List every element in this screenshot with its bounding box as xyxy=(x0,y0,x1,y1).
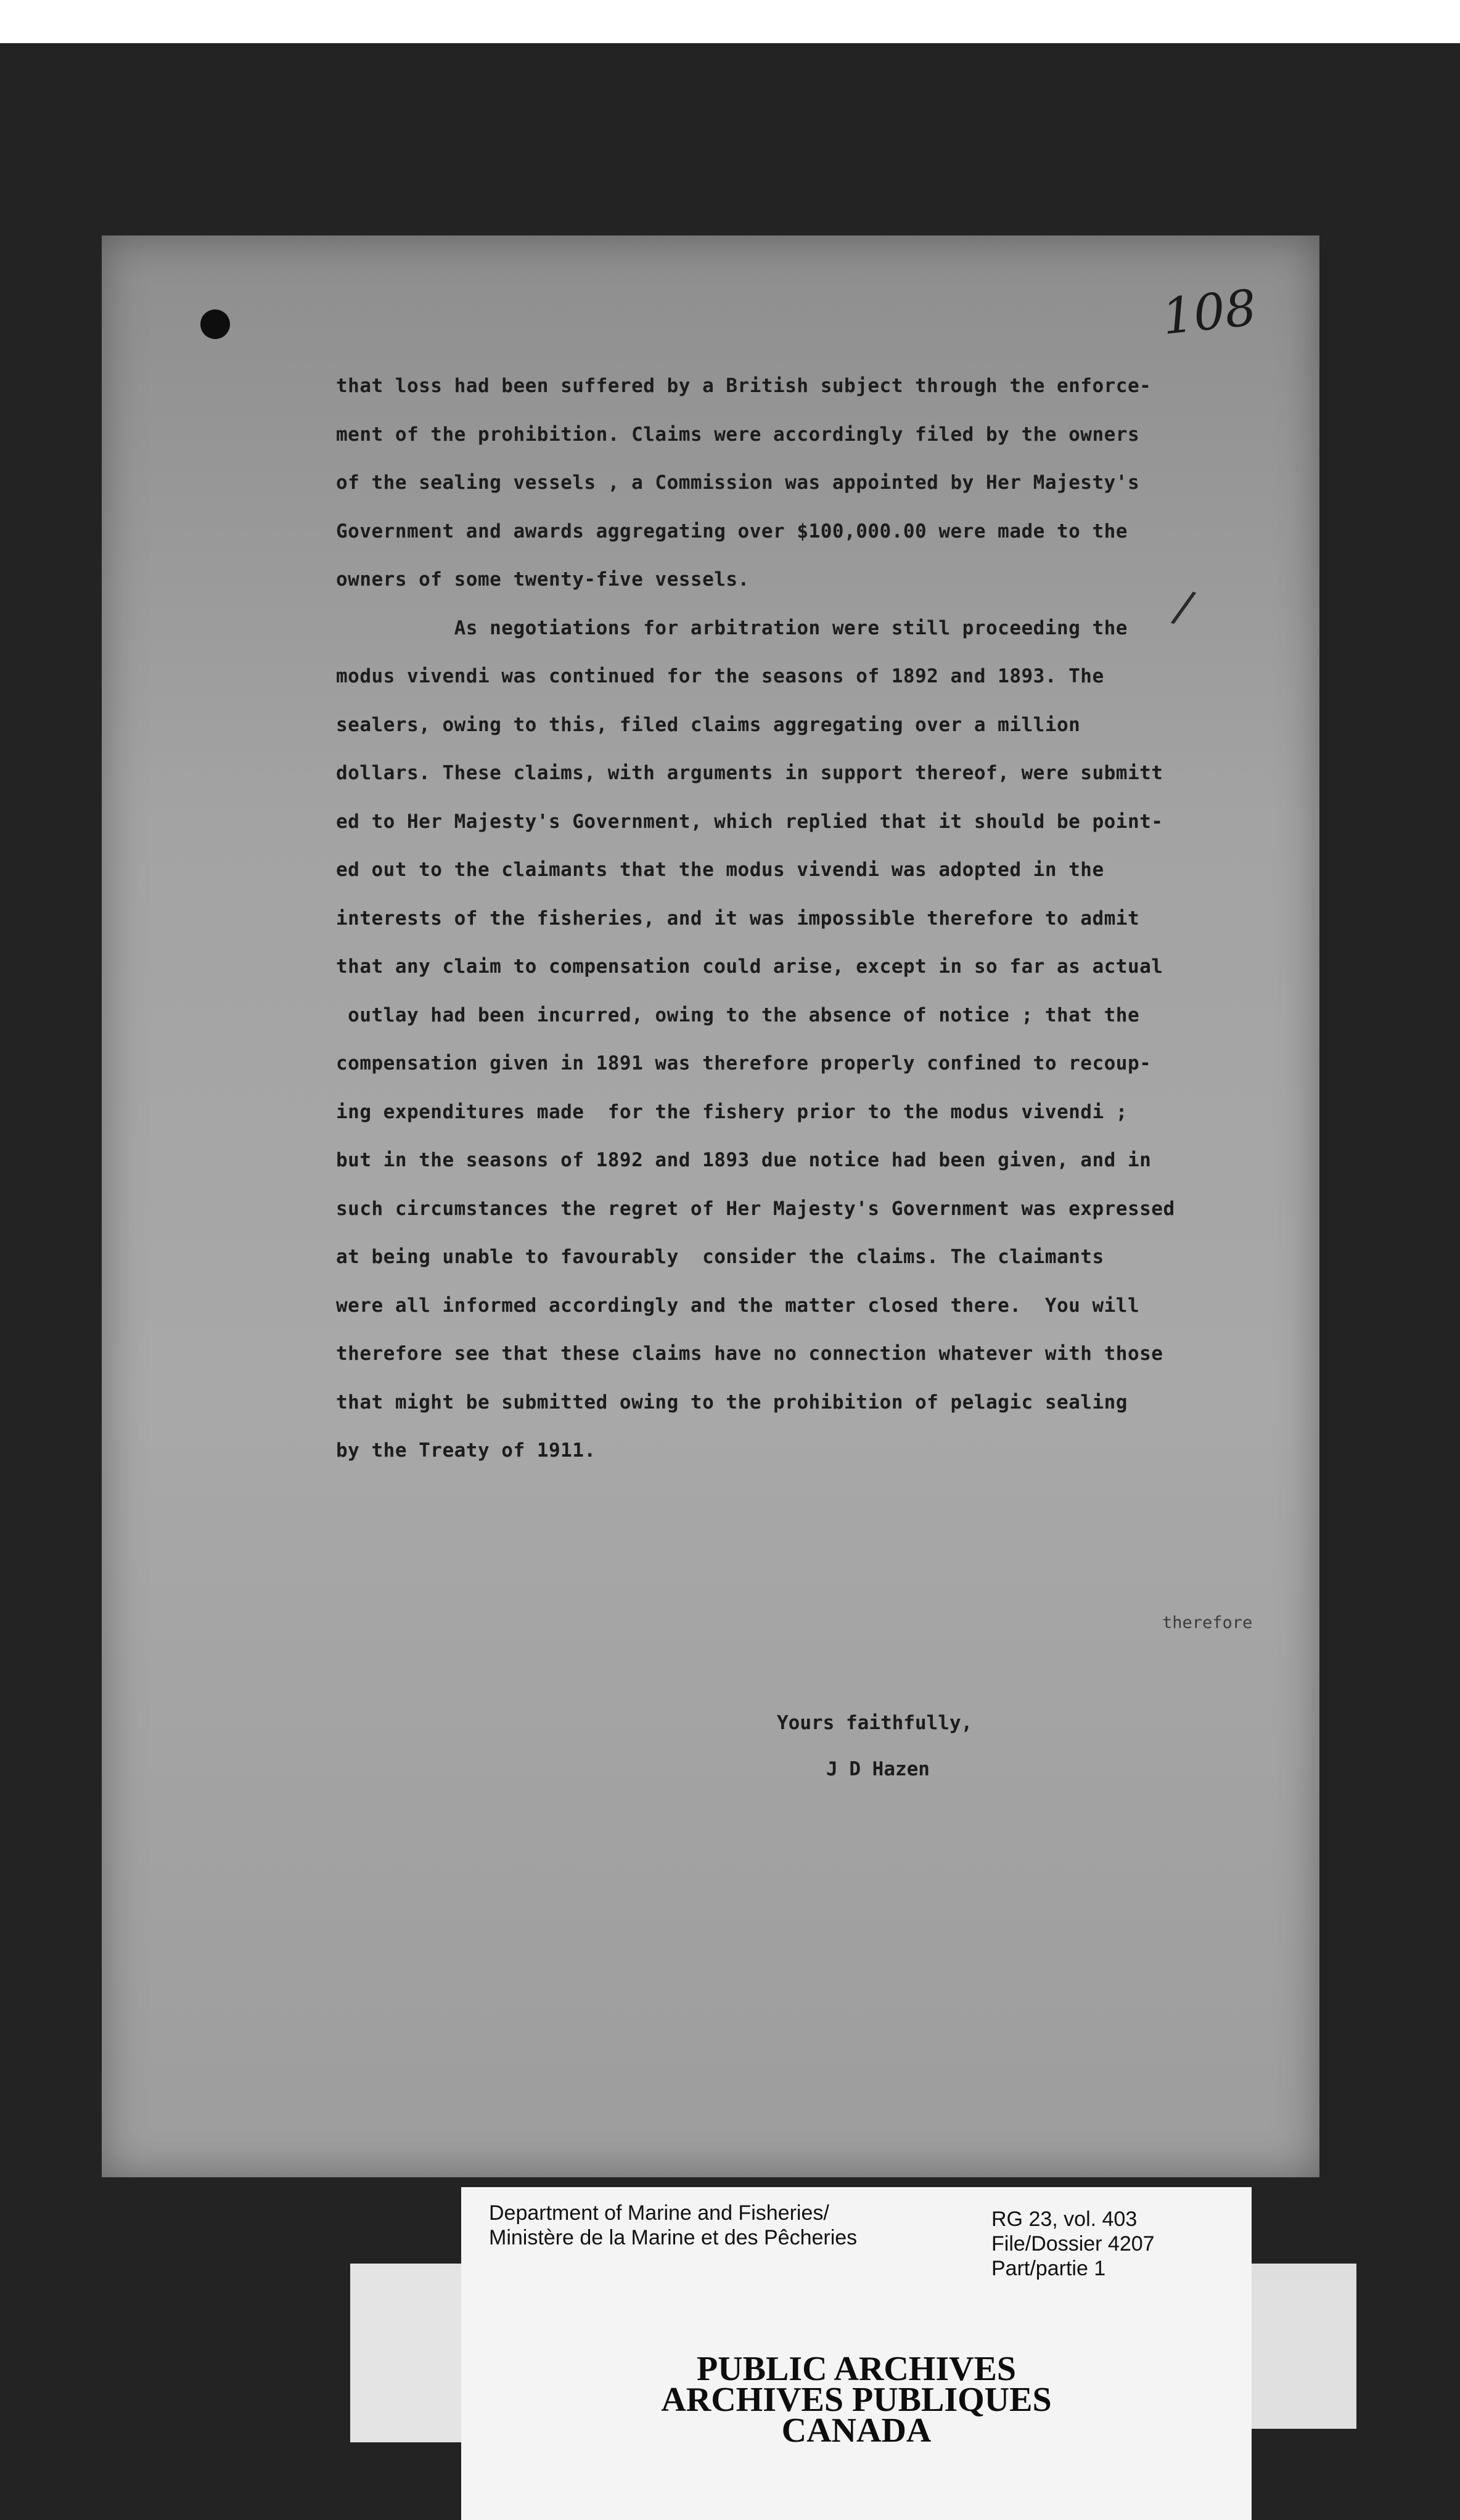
body-line: ing expenditures made for the fishery prior to the modus vivendi ; xyxy=(336,1100,1128,1123)
body-line: that any claim to compensation could arise, except in so far as actual xyxy=(336,955,1163,978)
body-line: modus vivendi was continued for the seasons of 1892 and 1893. The xyxy=(336,665,1104,687)
department-line-en: Department of Marine and Fisheries/ xyxy=(489,2201,829,2225)
body-line: compensation given in 1891 was therefore properly confined to recoup- xyxy=(336,1052,1152,1074)
stamp-line: CANADA xyxy=(781,2412,932,2450)
body-line: sealers, owing to this, filed claims aggregating over a million xyxy=(336,713,1081,736)
reference-volume: RG 23, vol. 403 xyxy=(991,2207,1138,2231)
stamp-line: PUBLIC ARCHIVES xyxy=(696,2350,1017,2388)
body-line: As negotiations for arbitration were still proceeding the xyxy=(336,616,1128,639)
punch-hole xyxy=(200,309,230,339)
letter-body xyxy=(336,362,1335,1475)
body-line: that might be submitted owing to the prohibition of pelagic sealing xyxy=(336,1391,1128,1413)
body-line: that loss had been suffered by a British subject through the enforce- xyxy=(336,375,1152,397)
page-number: 108 xyxy=(1159,279,1260,346)
body-line: interests of the fisheries, and it was impossible therefore to admit xyxy=(336,907,1140,930)
body-line: but in the seasons of 1892 and 1893 due notice had been given, and in xyxy=(336,1149,1152,1171)
body-line: Government and awards aggregating over $100,000.00 were made to the xyxy=(336,520,1128,542)
body-line: at being unable to favourably consider the claims. The claimants xyxy=(336,1246,1104,1268)
reference-file: File/Dossier 4207 xyxy=(991,2232,1155,2256)
body-line: outlay had been incurred, owing to the absence of notice ; that the xyxy=(336,1004,1140,1026)
archive-label xyxy=(461,2187,1252,2520)
body-line: therefore see that these claims have no connection whatever with those xyxy=(336,1343,1163,1365)
body-line: dollars. These claims, with arguments in support thereof, were submitt xyxy=(336,762,1163,784)
check-mark: / xyxy=(1168,579,1199,634)
department-name xyxy=(489,2201,958,2250)
top-margin xyxy=(0,0,1460,43)
overwrite-word: therefore xyxy=(1162,1613,1253,1632)
label-left-tab xyxy=(350,2264,461,2442)
body-line: ed to Her Majesty's Government, which replied that it should be point- xyxy=(336,810,1163,833)
body-line: such circumstances the regret of Her Majesty's Government was expressed xyxy=(336,1197,1175,1220)
label-right-tab xyxy=(1252,2281,1356,2429)
body-line: were all informed accordingly and the matter closed there. You will xyxy=(336,1294,1140,1317)
body-line: ed out to the claimants that the modus vivendi was adopted in the xyxy=(336,859,1104,881)
reference-part: Part/partie 1 xyxy=(991,2257,1106,2280)
body-line: by the Treaty of 1911. xyxy=(336,1439,596,1462)
stamp-line: ARCHIVES PUBLIQUES xyxy=(661,2381,1052,2419)
document-page xyxy=(102,235,1319,2177)
file-reference xyxy=(991,2207,1238,2281)
department-line-fr: Ministère de la Marine et des Pêcheries xyxy=(489,2226,858,2249)
archives-stamp xyxy=(461,2350,1252,2477)
closing: Yours faithfully, xyxy=(777,1712,973,1734)
body-line: of the sealing vessels , a Commission was appointed by Her Majesty's xyxy=(336,472,1140,494)
body-line: owners of some twenty-five vessels. xyxy=(336,568,750,591)
signature-name: J D Hazen xyxy=(826,1758,930,1780)
body-line: ment of the prohibition. Claims were accordingly filed by the owners xyxy=(336,423,1140,446)
